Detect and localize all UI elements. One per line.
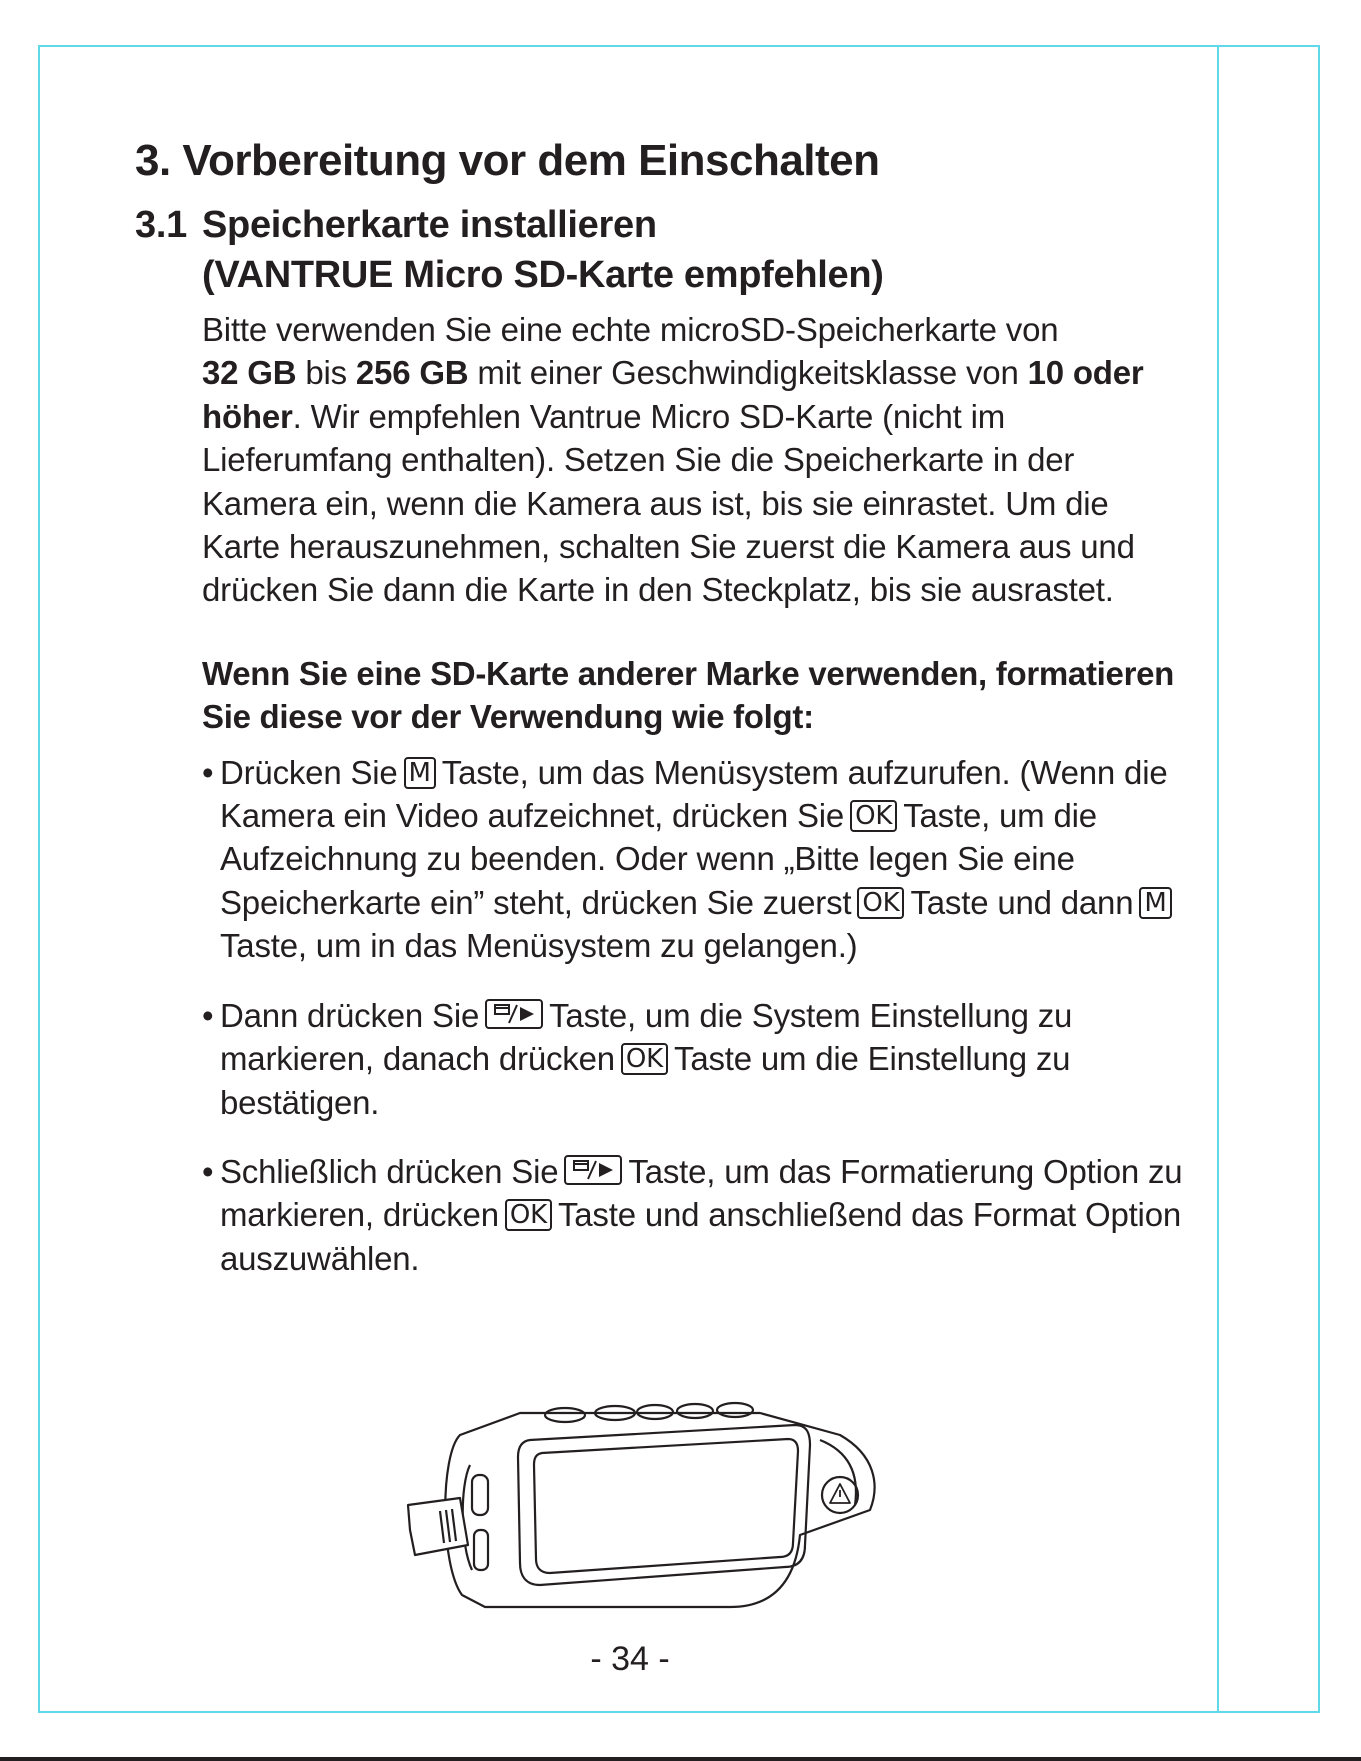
section-number: 3.1 [135,204,187,246]
intro-bold-speed-class: 10 oder höher [202,354,1144,435]
step-text: Taste und anschließend das Format Option auszuwählen. [220,1196,1181,1277]
intro-bold-capacity-min: 32 GB [202,354,297,392]
step-text: Drücken Sie [220,753,398,791]
mode-playback-key-icon [485,999,543,1029]
step-text: Schließlich drücken Sie [220,1152,559,1190]
bottom-border [0,1757,1361,1761]
ok-key-icon: OK [850,800,897,832]
list-item [202,751,1195,968]
menu-key-icon: M [404,757,436,789]
section-title-text: Speicherkarte installieren [202,204,657,246]
format-steps [202,751,1195,1280]
list-item [202,1150,1195,1280]
bullet: • [202,996,214,1034]
step-text: Taste, um das Formatierung Option zu markieren, drücken [220,1152,1183,1234]
intro-text-3: mit einer Geschwindigkeitsklasse von [468,354,1028,392]
mode-playback-key-icon [564,1155,622,1185]
intro-text-1: Bitte verwenden Sie eine echte microSD-Speicherkarte von [202,311,1059,348]
intro-text-4: . Wir empfehlen Vantrue Micro SD-Karte (nicht im Lieferumfang enthalten). Setzen Sie die Speicherkarte in der Kamera ein, wenn die Kamera aus ist, bis sie einrastet. Um die Karte herauszunehmen, schalten Sie zuerst die Kamera aus und drücken Sie dann die Karte in den Steckplatz, bis sie ausrastet. [202,397,1135,609]
ok-key-icon: OK [621,1043,668,1075]
ok-key-icon: OK [857,887,904,919]
step-text: Taste um die Einstellung zu bestätigen. [220,1040,1071,1121]
ok-key-icon: OK [505,1199,552,1231]
intro-text-2: bis [296,354,356,392]
bullet: • [202,753,214,791]
step-text: Taste und dann [910,883,1134,921]
step-text: Taste, um die System Einstellung zu markieren, danach drücken [220,996,1073,1078]
page-content [135,128,1195,1306]
section-title [135,200,1195,250]
intro-paragraph [202,308,1195,612]
page-title: 3. Vorbereitung vor dem Einschalten [135,136,880,185]
page-margin-line [1217,45,1219,1713]
step-text: Taste, um das Menüsystem aufzurufen. (Wenn die Kamera ein Video aufzeichnet, drücken Sie [220,753,1168,835]
page-number: - 34 - [590,1640,670,1678]
step-text: Taste, um die Aufzeichnung zu beenden. Oder wenn „Bitte legen Sie eine Speicherkarte ein” steht, drücken Sie zuerst [220,797,1097,921]
format-note: Wenn Sie eine SD-Karte anderer Marke verwenden, formatieren Sie diese vor der Verwendung wie folgt: [202,654,1175,736]
menu-key-icon: M [1139,887,1171,919]
list-item [202,994,1195,1124]
dashcam-sd-card-illustration [400,1395,880,1625]
intro-bold-capacity-max: 256 GB [355,354,469,392]
bullet: • [202,1152,214,1190]
section-subtitle: (VANTRUE Micro SD-Karte empfehlen) [202,254,884,296]
step-text: Taste, um in das Menüsystem zu gelangen.) [220,927,858,965]
step-text: Dann drücken Sie [220,996,480,1034]
